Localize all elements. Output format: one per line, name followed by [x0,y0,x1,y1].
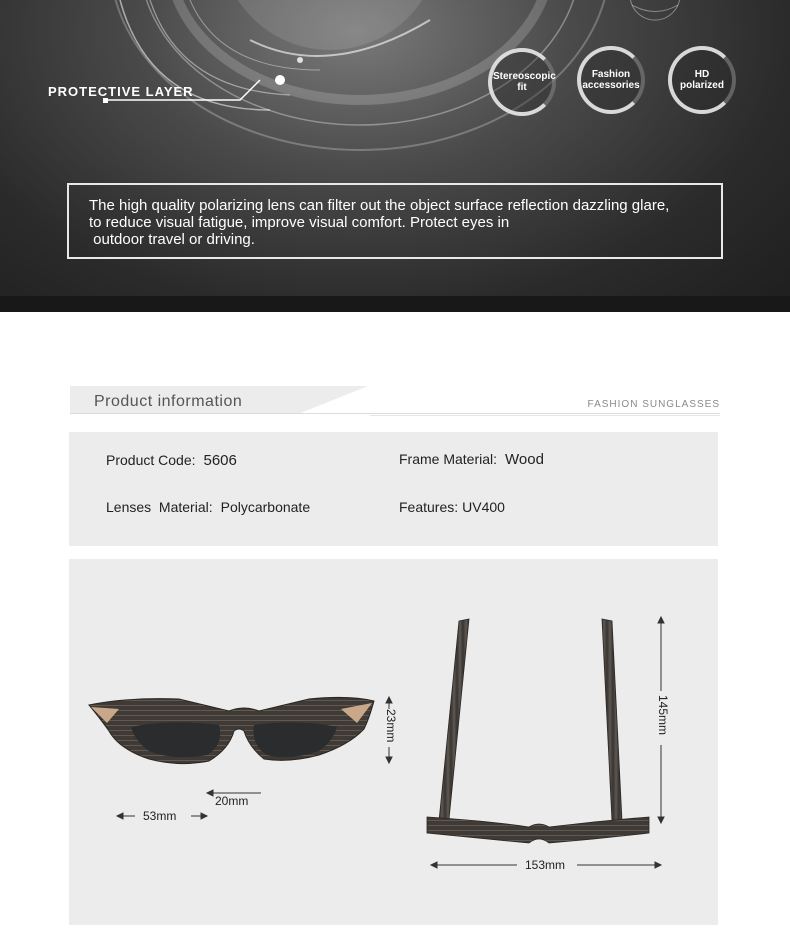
product-info-panel [69,432,718,546]
heading-divider [70,413,720,414]
features-field [399,499,505,515]
description-line-3: outdoor travel or driving. [89,231,255,248]
lenses-material-value: Polycarbonate [220,499,311,515]
frame-material-value: Wood [505,451,544,468]
dimensions-panel [69,559,718,925]
product-code-field [106,452,237,469]
lenses-material-field [106,499,310,515]
lens-height-label: 23mm [384,709,398,743]
heading-divider-secondary [370,415,720,416]
hd-polarized-badge: HD polarized [668,46,736,114]
frame-width-label: 153mm [525,858,566,872]
frame-material-field [399,451,544,468]
heading-tab-slope [298,386,368,414]
stereoscopic-fit-badge: Stereoscopic fit [488,48,556,116]
product-code-label: Product Code: [106,452,196,468]
protective-layer-label: PROTECTIVE LAYER [48,84,194,99]
lens-width-label: 53mm [143,809,177,823]
fashion-sunglasses-tagline: FASHION SUNGLASSES [587,399,720,410]
product-info-heading [70,386,720,416]
description-line-1: The high quality polarizing lens can filter out the object surface reflection dazzling glare, [89,197,670,214]
temple-length-label: 145mm [656,695,670,736]
top-view-glasses [427,619,649,843]
fashion-accessories-badge: Fashion accessories [577,46,645,114]
features-label: Features: [399,499,459,515]
description-line-2: to reduce visual fatigue, improve visual comfort. Protect eyes in [89,214,510,231]
features-value: UV400 [462,499,505,515]
product-code-value: 5606 [203,452,237,469]
lens-description-box [67,183,723,259]
bridge-width-label: 20mm [215,794,249,808]
front-view-glasses [89,697,374,763]
product-info-title: Product information [94,393,243,410]
frame-material-label: Frame Material: [399,451,498,467]
lenses-material-label: Lenses Material: [106,499,213,515]
banner-floor-strip [0,296,790,312]
polarized-lens-banner [0,0,790,312]
lens-layers-illustration [0,0,790,312]
